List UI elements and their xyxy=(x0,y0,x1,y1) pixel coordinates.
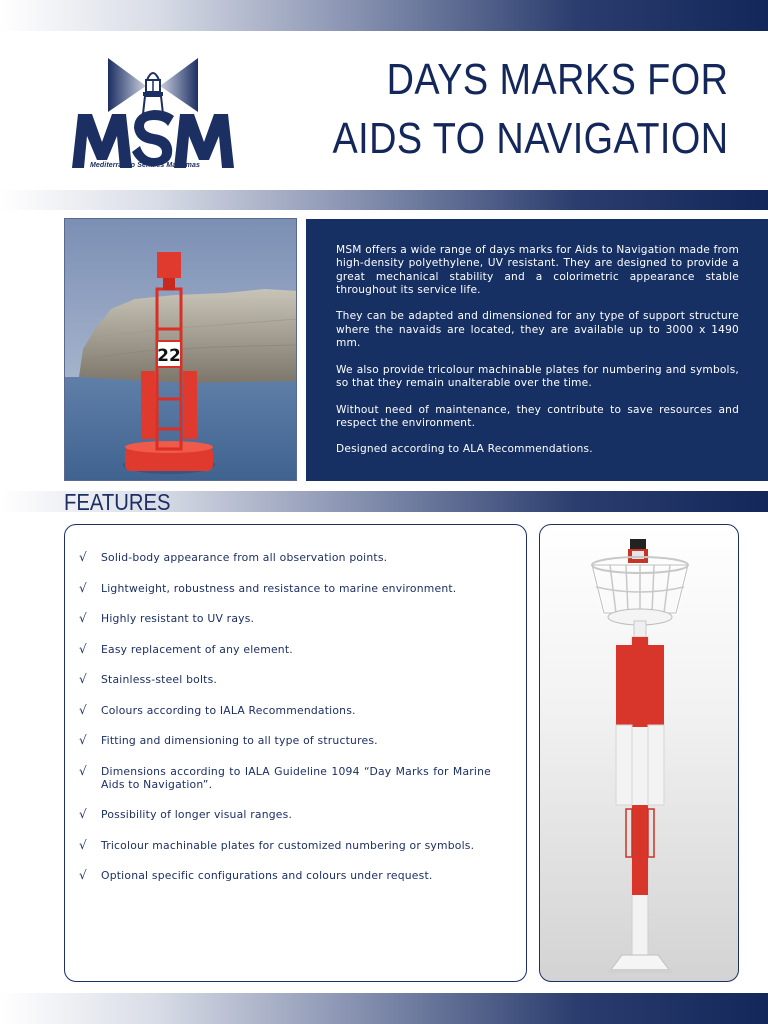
feature-text: Fitting and dimensioning to all type of structures. xyxy=(101,734,378,747)
features-panel xyxy=(64,524,527,982)
description-text xyxy=(336,244,739,470)
list-item xyxy=(79,765,491,791)
list-item xyxy=(79,643,491,656)
buoy-number: 22 xyxy=(157,346,181,366)
feature-text: Colours according to IALA Recommendations. xyxy=(101,703,356,717)
feature-text: Tricolour machinable plates for customized numbering or symbols. xyxy=(101,838,475,852)
separator-band xyxy=(0,190,768,210)
list-item xyxy=(79,612,491,625)
list-item xyxy=(79,704,491,717)
feature-text: Dimensions according to IALA Guideline 1094 “Day Marks for Marine Aids to Navigation”. xyxy=(101,764,491,791)
list-item xyxy=(79,839,491,852)
feature-text: Highly resistant to UV rays. xyxy=(101,612,255,625)
list-item xyxy=(79,551,491,564)
list-item xyxy=(79,734,491,747)
description-paragraph: Designed according to ALA Recommendations. xyxy=(336,443,593,456)
feature-text: Easy replacement of any element. xyxy=(101,642,293,656)
check-icon: √ xyxy=(79,641,87,656)
description-paragraph: MSM offers a wide range of days marks for Aids to Navigation made from high-density polyethylene, UV resistant. They are designed to provide a great mechanical stability and a colorimetric appearance stable throughout its service life. xyxy=(336,244,739,296)
feature-text: Lightweight, robustness and resistance to marine environment. xyxy=(101,581,457,595)
description-panel xyxy=(306,219,768,481)
features-heading: FEATURES xyxy=(64,489,171,515)
description-paragraph: We also provide tricolour machinable plates for numbering and symbols, so that they remain unalterable over the time. xyxy=(336,363,739,389)
check-icon: √ xyxy=(79,807,87,821)
description-paragraph: They can be adapted and dimensioned for any type of support structure where the navaids are located, they are available up to 3000 x 1490 mm. xyxy=(336,310,739,350)
msm-logo xyxy=(70,56,236,172)
page-title-line-1: DAYS MARKS FOR xyxy=(386,55,728,104)
check-icon: √ xyxy=(79,763,87,778)
check-icon: √ xyxy=(79,672,87,686)
check-icon: √ xyxy=(79,837,87,852)
list-item xyxy=(79,673,491,686)
check-icon: √ xyxy=(79,580,87,595)
list-item xyxy=(79,808,491,821)
lighthouse-icon xyxy=(108,58,198,114)
list-item xyxy=(79,582,491,595)
feature-text: Stainless-steel bolts. xyxy=(101,673,218,686)
buoy-photo xyxy=(64,218,297,481)
feature-text: Possibility of longer visual ranges. xyxy=(101,808,293,821)
check-icon: √ xyxy=(79,868,87,882)
feature-text: Optional specific configurations and colours under request. xyxy=(101,869,433,882)
feature-text: Solid-body appearance from all observation points. xyxy=(101,551,388,564)
page-title-line-2: AIDS TO NAVIGATION xyxy=(331,114,728,163)
header-band xyxy=(0,0,768,31)
footer-band xyxy=(0,993,768,1024)
list-item xyxy=(79,869,491,882)
logo-subtitle: Mediterráneo Señales Marítimas xyxy=(90,162,200,169)
features-list xyxy=(79,551,491,900)
description-paragraph: Without need of maintenance, they contribute to save resources and respect the environment. xyxy=(336,403,739,429)
check-icon: √ xyxy=(79,550,87,564)
check-icon: √ xyxy=(79,733,87,747)
daymark-product-photo xyxy=(539,524,739,982)
check-icon: √ xyxy=(79,611,87,625)
check-icon: √ xyxy=(79,702,87,717)
